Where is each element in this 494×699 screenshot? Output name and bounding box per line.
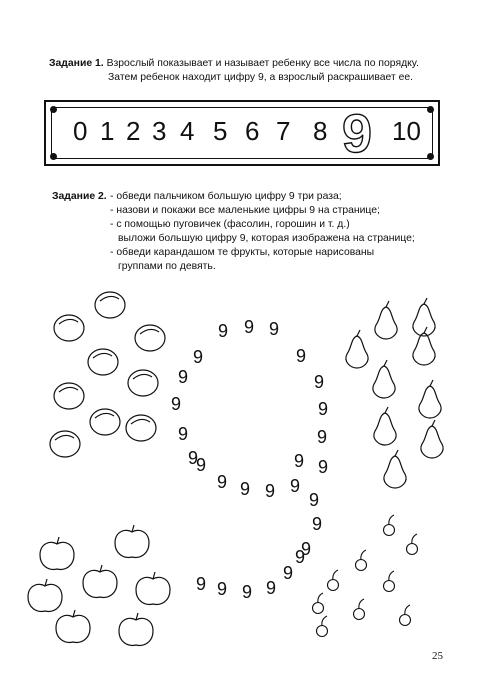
small-nine: 9 <box>193 347 204 367</box>
small-nine: 9 <box>188 448 199 468</box>
digit-5: 5 <box>213 116 228 146</box>
peach-icon <box>54 315 84 341</box>
cherry-icon <box>317 616 328 637</box>
task-2-item: группами по девять. <box>118 261 216 272</box>
page-number: 25 <box>432 650 443 662</box>
small-nine: 9 <box>196 574 207 594</box>
small-nine: 9 <box>318 399 329 419</box>
small-nine: 9 <box>178 424 189 444</box>
cherry-icon <box>313 593 324 614</box>
small-nine: 9 <box>242 582 253 602</box>
peach-icon <box>135 325 165 351</box>
digit-8: 8 <box>313 116 328 146</box>
small-nine: 9 <box>217 472 228 492</box>
digit-4: 4 <box>180 116 195 146</box>
pear-icon <box>373 360 395 398</box>
apple-icon <box>136 572 170 604</box>
cherry-icon <box>354 599 365 620</box>
pear-icon <box>413 298 435 336</box>
small-nine: 9 <box>294 451 305 471</box>
apple-icon <box>115 525 149 557</box>
pear-icon <box>419 380 441 418</box>
digit-1: 1 <box>100 116 115 146</box>
task-2-item: - обведи пальчиком большую цифру 9 три раза; <box>110 191 342 202</box>
task-2-item: выложи большую цифру 9, которая изображена на странице; <box>118 233 415 244</box>
task-2-label: Задание 2. <box>52 191 107 202</box>
small-nine: 9 <box>295 547 306 567</box>
outlined-digit-nine: 9 <box>342 104 373 164</box>
cherry-icon <box>356 550 367 571</box>
digit-3: 3 <box>152 116 167 146</box>
apple-icon <box>56 610 90 642</box>
small-nine: 9 <box>171 394 182 414</box>
digit-0: 0 <box>73 116 88 146</box>
pear-icon <box>375 301 397 339</box>
small-nine: 9 <box>314 372 325 392</box>
small-nine: 9 <box>178 367 189 387</box>
apple-icon <box>119 613 153 645</box>
cherry-icon <box>328 570 339 591</box>
cherry-icon <box>384 571 395 592</box>
apple-icon <box>40 537 74 569</box>
small-nine: 9 <box>266 578 277 598</box>
apple-icon <box>28 579 62 611</box>
small-nine: 9 <box>301 539 312 559</box>
task-1-line-1: Взрослый показывает и называет ребенку все числа по порядку. <box>106 58 419 69</box>
task-2-item: - обведи карандашом те фрукты, которые нарисованы <box>110 247 375 258</box>
apple-icon <box>83 565 117 597</box>
digit-2: 2 <box>126 116 141 146</box>
small-nine: 9 <box>318 457 329 477</box>
peach-icon <box>50 431 80 457</box>
digit-7: 7 <box>276 116 291 146</box>
task-2-item: - с помощью пуговичек (фасолин, горошин и т. д.) <box>110 219 350 230</box>
cherry-icon <box>407 534 418 555</box>
small-nine: 9 <box>218 321 229 341</box>
task-1-line-2: Затем ребенок находит цифру 9, а взрослый раскрашивает ее. <box>108 72 414 83</box>
small-nine: 9 <box>217 579 228 599</box>
peach-icon <box>128 370 158 396</box>
pear-icon <box>374 407 396 445</box>
small-nine: 9 <box>317 427 328 447</box>
small-nine: 9 <box>309 490 320 510</box>
small-nine: 9 <box>265 481 276 501</box>
pear-icon <box>346 330 368 368</box>
small-nine: 9 <box>290 476 301 496</box>
task-2-item: - назови и покажи все маленькие цифры 9 на странице; <box>110 205 380 216</box>
small-nine: 9 <box>244 317 255 337</box>
small-nine: 9 <box>240 479 251 499</box>
peach-icon <box>126 415 156 441</box>
peach-icon <box>95 292 125 318</box>
cherry-icon <box>400 605 411 626</box>
small-nine: 9 <box>283 563 294 583</box>
digit-6: 6 <box>245 116 260 146</box>
peach-icon <box>88 349 118 375</box>
small-nine: 9 <box>296 346 307 366</box>
pear-icon <box>384 450 406 488</box>
pear-icon <box>421 420 443 458</box>
peach-icon <box>90 409 120 435</box>
small-nine: 9 <box>312 514 323 534</box>
peach-icon <box>54 383 84 409</box>
task-1-label: Задание 1. <box>49 58 104 69</box>
small-nine: 9 <box>269 319 280 339</box>
small-nine: 9 <box>196 455 207 475</box>
cherry-icon <box>384 515 395 536</box>
digit-10: 10 <box>392 116 421 146</box>
